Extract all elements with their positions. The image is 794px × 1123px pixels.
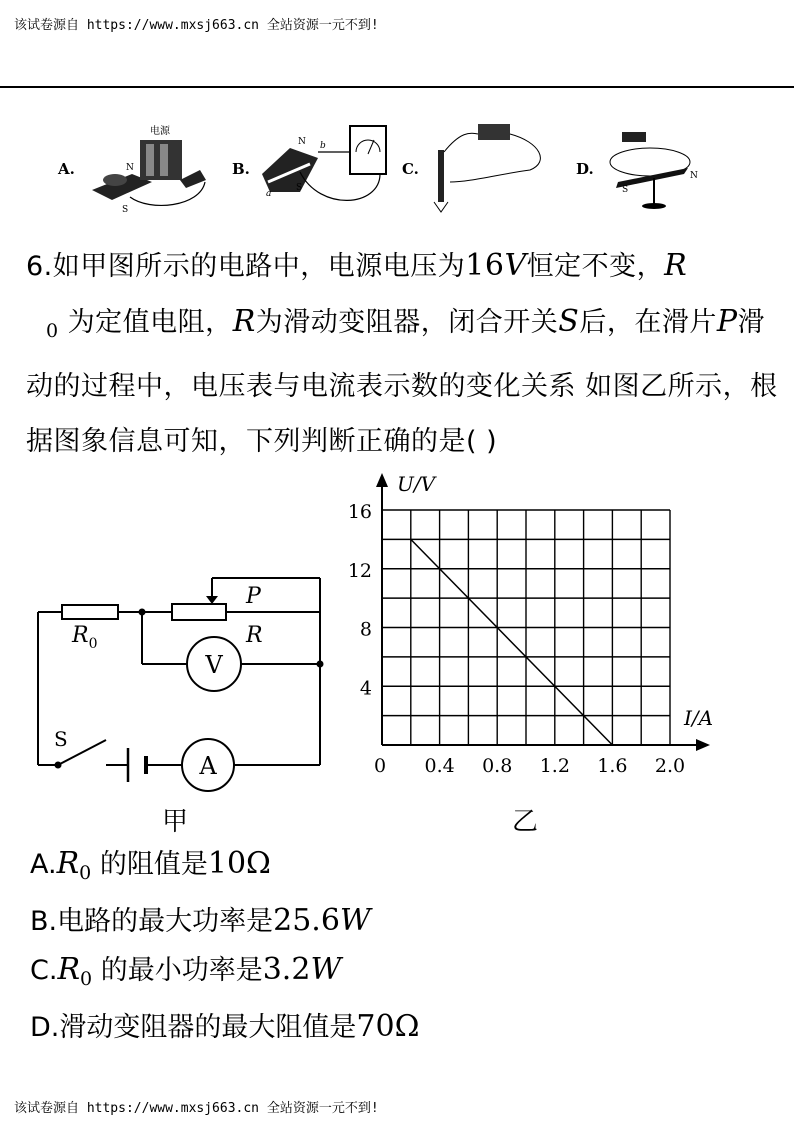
y-tick-label: 16 (347, 501, 372, 523)
choice-a[interactable]: $A.R_0$ 的阻值是10Ω (30, 846, 271, 884)
option-b-illustration (262, 126, 386, 200)
header-divider (0, 86, 794, 88)
answer-choices (30, 840, 419, 1052)
voltmeter-label: V (205, 651, 223, 679)
y-tick-label: 12 (347, 559, 372, 582)
svg-text:N: N (126, 163, 134, 173)
r-label: R (246, 623, 263, 648)
svg-text:S: S (296, 183, 303, 193)
chart-series (411, 539, 613, 745)
chart-caption: 乙 (511, 807, 539, 837)
svg-text:S: S (122, 205, 129, 215)
x-tick-label: 1.6 (597, 755, 628, 777)
svg-text:S: S (622, 185, 629, 195)
circuit-diagram (0, 560, 340, 840)
option-d-label: D. (576, 160, 594, 178)
choice-b[interactable]: B.电路的最大功率是25.6W (30, 903, 371, 938)
page-header: 该试卷源自 https://www.mxsj663.cn 全站资源一元不到! (14, 18, 379, 33)
option-d-illustration (610, 132, 698, 209)
chart-axes (376, 473, 710, 751)
option-c-illustration (434, 124, 540, 212)
circuit-caption: 甲 (161, 807, 189, 837)
series-line (411, 539, 613, 745)
ammeter-label: A (199, 752, 217, 780)
svg-text:N: N (690, 171, 698, 181)
option-a-power-tag: 电源 (150, 126, 170, 137)
resistor-r0 (62, 605, 118, 619)
option-c-label: C. (402, 160, 419, 178)
p-label: P (246, 584, 261, 609)
slider-arrow (206, 596, 218, 604)
r0-label: $R_0$ (72, 623, 98, 652)
option-a-label: A. (58, 160, 75, 178)
choice-d[interactable]: D.滑动变阻器的最大阻值是70Ω (30, 1009, 420, 1044)
x-axis-arrow (696, 739, 710, 751)
y-axis-arrow (376, 473, 388, 487)
option-a-illustration (92, 124, 206, 215)
svg-text:b: b (320, 141, 326, 151)
x-tick-label: 0 (373, 755, 387, 777)
iu-chart (340, 465, 760, 845)
x-tick-label: 1.2 (539, 755, 570, 777)
x-tick-label: 2.0 (654, 755, 686, 777)
chart-ticks (348, 501, 685, 777)
question-text: 6.如甲图所示的电路中，电源电压为16V恒定不变，R $_0$ 为定值电阻，R为滑动变阻器，闭合开关S后，在滑片P滑动的过程中，电压表与电流表示数的变化关系 如图乙所示，根据图象信息可知，下列判断正确的是( ) (26, 248, 778, 457)
x-axis-label: I/A (684, 706, 714, 730)
question-number: 6. (26, 251, 53, 282)
rheostat-r (172, 604, 226, 620)
y-tick-label: 4 (359, 677, 372, 700)
page-footer: 该试卷源自 https://www.mxsj663.cn 全站资源一元不到! (14, 1101, 379, 1116)
chart-grid (382, 510, 670, 745)
svg-text:a: a (266, 189, 272, 199)
x-tick-label: 0.4 (424, 755, 455, 777)
y-axis-label: U/V (397, 472, 436, 496)
svg-text:N: N (298, 137, 306, 147)
choice-c[interactable]: $C.R_0$ 的最小功率是3.2W (30, 952, 342, 990)
option-b-label: B. (232, 160, 250, 178)
y-tick-label: 8 (359, 618, 372, 641)
switch-label: S (54, 727, 68, 751)
previous-options-figure (0, 112, 794, 222)
x-tick-label: 0.8 (482, 755, 513, 777)
